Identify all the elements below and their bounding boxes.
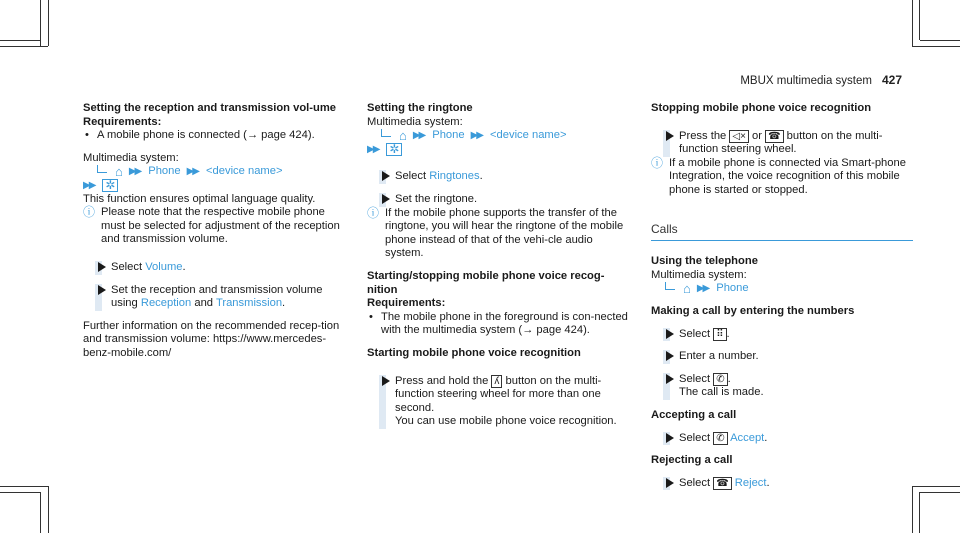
- section-heading: Setting the reception and transmission vol-ume: [83, 102, 337, 114]
- requirement-text: A mobile phone is connected (→ page 424).: [97, 129, 315, 142]
- step-press-stop: Press the ◁× or ☎ button on the multi-function steering wheel.: [651, 130, 913, 157]
- double-chevron-icon: ▶▶: [412, 130, 425, 142]
- step-select-ringtones: Select Ringtones.: [367, 170, 629, 184]
- settings-gear-icon[interactable]: ✲: [386, 143, 402, 156]
- section-calls: Calls: [651, 223, 913, 242]
- nav-device-name[interactable]: <device name>: [206, 165, 283, 178]
- volume-link[interactable]: Volume: [145, 260, 183, 273]
- section-heading: Starting mobile phone voice recognition: [367, 346, 581, 359]
- crop-mark: [920, 492, 960, 493]
- section-heading: Making a call by entering the numbers: [651, 304, 855, 317]
- description: This function ensures optimal language quality.: [83, 192, 316, 205]
- double-chevron-icon: ▶▶: [128, 166, 141, 178]
- info-icon: ⓘ: [651, 155, 664, 170]
- info-note: ⓘ Please note that the respective mobile phone must be selected for adjustment of the reception and transmission volume.: [83, 205, 340, 246]
- step-press-voice: Press and hold the ʎ button on the multi-function steering wheel for more than one second. You can use mobile phone voice recognition.: [367, 375, 629, 429]
- info-icon: ⓘ: [83, 205, 96, 220]
- step-set-volume: Set the reception and transmission volume using Reception and Transmission.: [83, 284, 345, 311]
- crop-mark: [912, 486, 913, 533]
- nav-prefix: Multimedia system:: [651, 268, 747, 281]
- step-arrow-icon: [666, 433, 674, 443]
- nav-path: [367, 129, 629, 143]
- step-arrow-icon: [98, 285, 106, 295]
- crop-mark: [40, 0, 41, 46]
- nav-path-2: [367, 143, 629, 157]
- step-arrow-icon: [98, 262, 106, 272]
- keypad-icon[interactable]: ⠿: [713, 328, 726, 341]
- home-icon: ⌂: [683, 281, 691, 297]
- crop-mark: [912, 46, 960, 47]
- section-heading: Rejecting a call: [651, 454, 733, 467]
- home-icon: ⌂: [115, 164, 123, 180]
- nav-prefix: Multimedia system:: [83, 151, 179, 164]
- step-arrow-icon: [382, 171, 390, 181]
- section-heading: Setting the ringtone: [367, 102, 473, 114]
- step-select-keypad: Select ⠿ .: [651, 328, 913, 342]
- crop-mark: [0, 486, 48, 487]
- nav-phone[interactable]: Phone: [432, 129, 465, 142]
- info-note: ⓘ If a mobile phone is connected via Smart-phone Integration, the voice recognition of this mobile phone is started or stopped.: [651, 155, 906, 196]
- step-arrow-icon: [666, 131, 674, 141]
- step-arrow-icon: [666, 478, 674, 488]
- crop-mark: [919, 492, 920, 533]
- further-info: Further information on the recommended recep-tion and transmission volume: https://www.mercedes-benz-mobile.com/: [83, 319, 340, 359]
- ringtones-link[interactable]: Ringtones: [429, 170, 480, 183]
- info-note: ⓘ If the mobile phone supports the transfer of the ringtone, you will hear the ringtone of the mobile phone instead of that of the vehi-cle audio system.: [367, 205, 624, 260]
- crop-mark: [919, 0, 920, 40]
- settings-gear-icon[interactable]: ✲: [102, 179, 118, 192]
- accept-link[interactable]: Accept: [727, 431, 765, 444]
- step-arrow-icon: [666, 351, 674, 361]
- bullet-icon: •: [369, 310, 373, 323]
- nav-path: [83, 165, 345, 179]
- header-title: MBUX multimedia system: [740, 75, 872, 87]
- nav-hook-icon: [97, 165, 107, 173]
- double-chevron-icon: ▶▶: [696, 283, 709, 295]
- step-arrow-icon: [666, 374, 674, 384]
- crop-mark: [40, 492, 41, 533]
- crop-mark: [920, 40, 960, 41]
- step-arrow-icon: [382, 376, 390, 386]
- crop-mark: [0, 492, 40, 493]
- crop-mark: [48, 0, 49, 46]
- nav-path: [651, 282, 913, 296]
- section-heading: Starting/stopping mobile phone voice recog-nition: [367, 269, 605, 296]
- section-heading: Accepting a call: [651, 408, 737, 421]
- double-chevron-icon: ▶▶: [470, 130, 482, 142]
- accept-call-icon[interactable]: ✆: [713, 432, 727, 445]
- requirement-item: [83, 129, 345, 143]
- step-reject-call: Select ☎ Reject.: [651, 477, 913, 491]
- nav-phone[interactable]: Phone: [716, 282, 749, 295]
- home-icon: ⌂: [399, 128, 407, 144]
- column-3: [651, 102, 913, 490]
- crop-mark: [0, 40, 40, 41]
- crop-mark: [912, 0, 913, 46]
- reject-link[interactable]: Reject: [731, 476, 767, 489]
- nav-phone[interactable]: Phone: [148, 165, 181, 178]
- hangup-button-icon: ☎: [765, 130, 783, 143]
- step-select-call: Select ✆ . The call is made.: [651, 373, 913, 400]
- nav-hook-icon: [381, 129, 391, 137]
- transmission-link[interactable]: Transmission: [215, 297, 283, 310]
- voice-button-icon: ʎ: [491, 375, 502, 388]
- step-accept-call: Select ✆ Accept.: [651, 432, 913, 446]
- step-arrow-icon: [666, 329, 674, 339]
- double-chevron-icon: ▶▶: [186, 166, 198, 178]
- bullet-icon: •: [85, 129, 89, 142]
- requirement-item: • The mobile phone in the foreground is con-nected with the multimedia system (→ page 424).: [369, 310, 628, 337]
- nav-path-2: [83, 179, 345, 193]
- page-number: 427: [881, 73, 902, 87]
- column-1: [83, 102, 345, 361]
- info-icon: ⓘ: [367, 205, 380, 220]
- section-heading: Using the telephone: [651, 255, 758, 268]
- nav-prefix: Multimedia system:: [367, 115, 463, 128]
- reject-call-icon[interactable]: ☎: [713, 477, 731, 490]
- mute-button-icon: ◁×: [729, 130, 749, 143]
- step-enter-number: Enter a number.: [651, 350, 913, 364]
- step-arrow-icon: [382, 194, 390, 204]
- requirements-label: Requirements:: [83, 115, 162, 128]
- requirements-label: Requirements:: [367, 297, 446, 310]
- page-header: [740, 73, 902, 87]
- nav-device-name[interactable]: <device name>: [490, 129, 567, 142]
- crop-mark: [48, 486, 49, 533]
- nav-hook-icon: [665, 282, 675, 290]
- crop-mark: [0, 46, 48, 47]
- crop-mark: [912, 486, 960, 487]
- call-icon[interactable]: ✆: [713, 373, 727, 386]
- double-chevron-icon: ▶▶: [83, 179, 95, 191]
- reception-link[interactable]: Reception: [140, 297, 192, 310]
- step-select-volume: Select Volume.: [83, 261, 345, 275]
- section-heading: Stopping mobile phone voice recognition: [651, 102, 872, 114]
- step-set-ringtone: Set the ringtone.: [367, 193, 629, 207]
- double-chevron-icon: ▶▶: [367, 143, 379, 155]
- column-2: [367, 102, 629, 429]
